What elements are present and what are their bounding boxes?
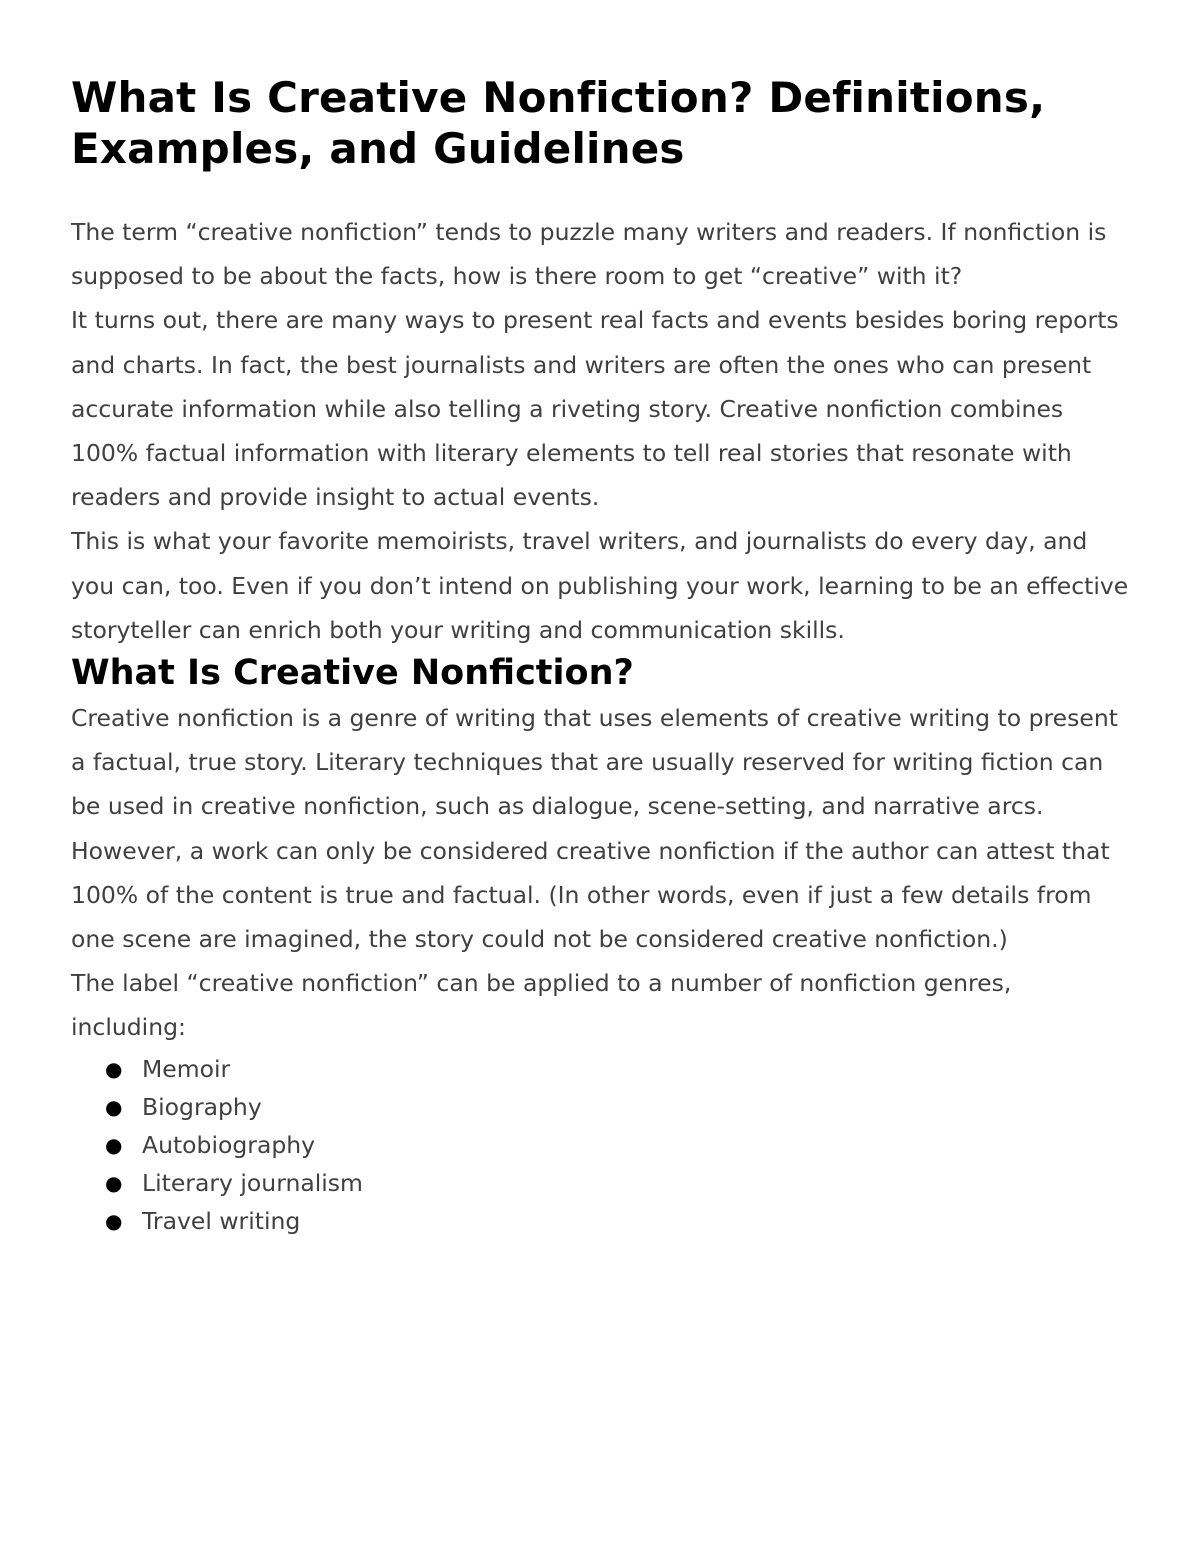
section-paragraph: The label “creative nonfiction” can be applied to a number of nonfiction genres, including: <box>71 969 1012 1042</box>
bullet-icon: ● <box>105 1094 123 1119</box>
document-page <box>71 72 1131 1241</box>
bullet-icon: ● <box>105 1133 123 1158</box>
section-paragraph: However, a work can only be considered creative nonfiction if the author can attest that 100% of the content is true and factual. (In other words, even if just a few details from one scene are imagined, the story could not be considered creative nonfiction.) <box>71 836 1110 954</box>
genre-list <box>71 1050 1131 1241</box>
list-item <box>105 1164 1131 1202</box>
bullet-icon: ● <box>105 1209 123 1234</box>
intro-paragraph: It turns out, there are many ways to present real facts and events besides boring reports and charts. In fact, the best journalists and writers are often the ones who can present accurate information while also telling a riveting story. Creative nonfiction combines 100% factual information with literary elements to tell real stories that resonate with readers and provide insight to actual events. <box>71 306 1119 512</box>
bullet-icon: ● <box>105 1056 123 1081</box>
intro-section <box>71 210 1131 652</box>
intro-paragraph: The term “creative nonfiction” tends to puzzle many writers and readers. If nonfiction is supposed to be about the facts, how is there room to get “creative” with it? <box>71 218 1107 291</box>
list-item-label: Memoir <box>142 1054 231 1083</box>
document-title: What Is Creative Nonfiction? Definitions, Examples, and Guidelines <box>71 73 1046 173</box>
section-paragraph: Creative nonfiction is a genre of writing that uses elements of creative writing to present a factual, true story. Literary techniques that are usually reserved for writing fiction can be used in creative nonfiction, such as dialogue, scene-setting, and narrative arcs. <box>71 704 1118 821</box>
list-item-label: Biography <box>142 1092 262 1121</box>
list-item <box>105 1088 1131 1126</box>
intro-paragraph: This is what your favorite memoirists, travel writers, and journalists do every day, and you can, too. Even if you don’t intend on publishing your work, learning to be an effective storyteller can enrich both your writing and communication skills. <box>71 527 1129 644</box>
list-item <box>105 1050 1131 1088</box>
bullet-icon: ● <box>105 1171 123 1196</box>
list-item-label: Travel writing <box>142 1207 301 1236</box>
section-heading: What Is Creative Nonfiction? <box>71 653 634 694</box>
list-item-label: Autobiography <box>142 1131 316 1160</box>
list-item <box>105 1202 1131 1240</box>
list-item <box>105 1126 1131 1164</box>
list-item-label: Literary journalism <box>142 1169 363 1198</box>
